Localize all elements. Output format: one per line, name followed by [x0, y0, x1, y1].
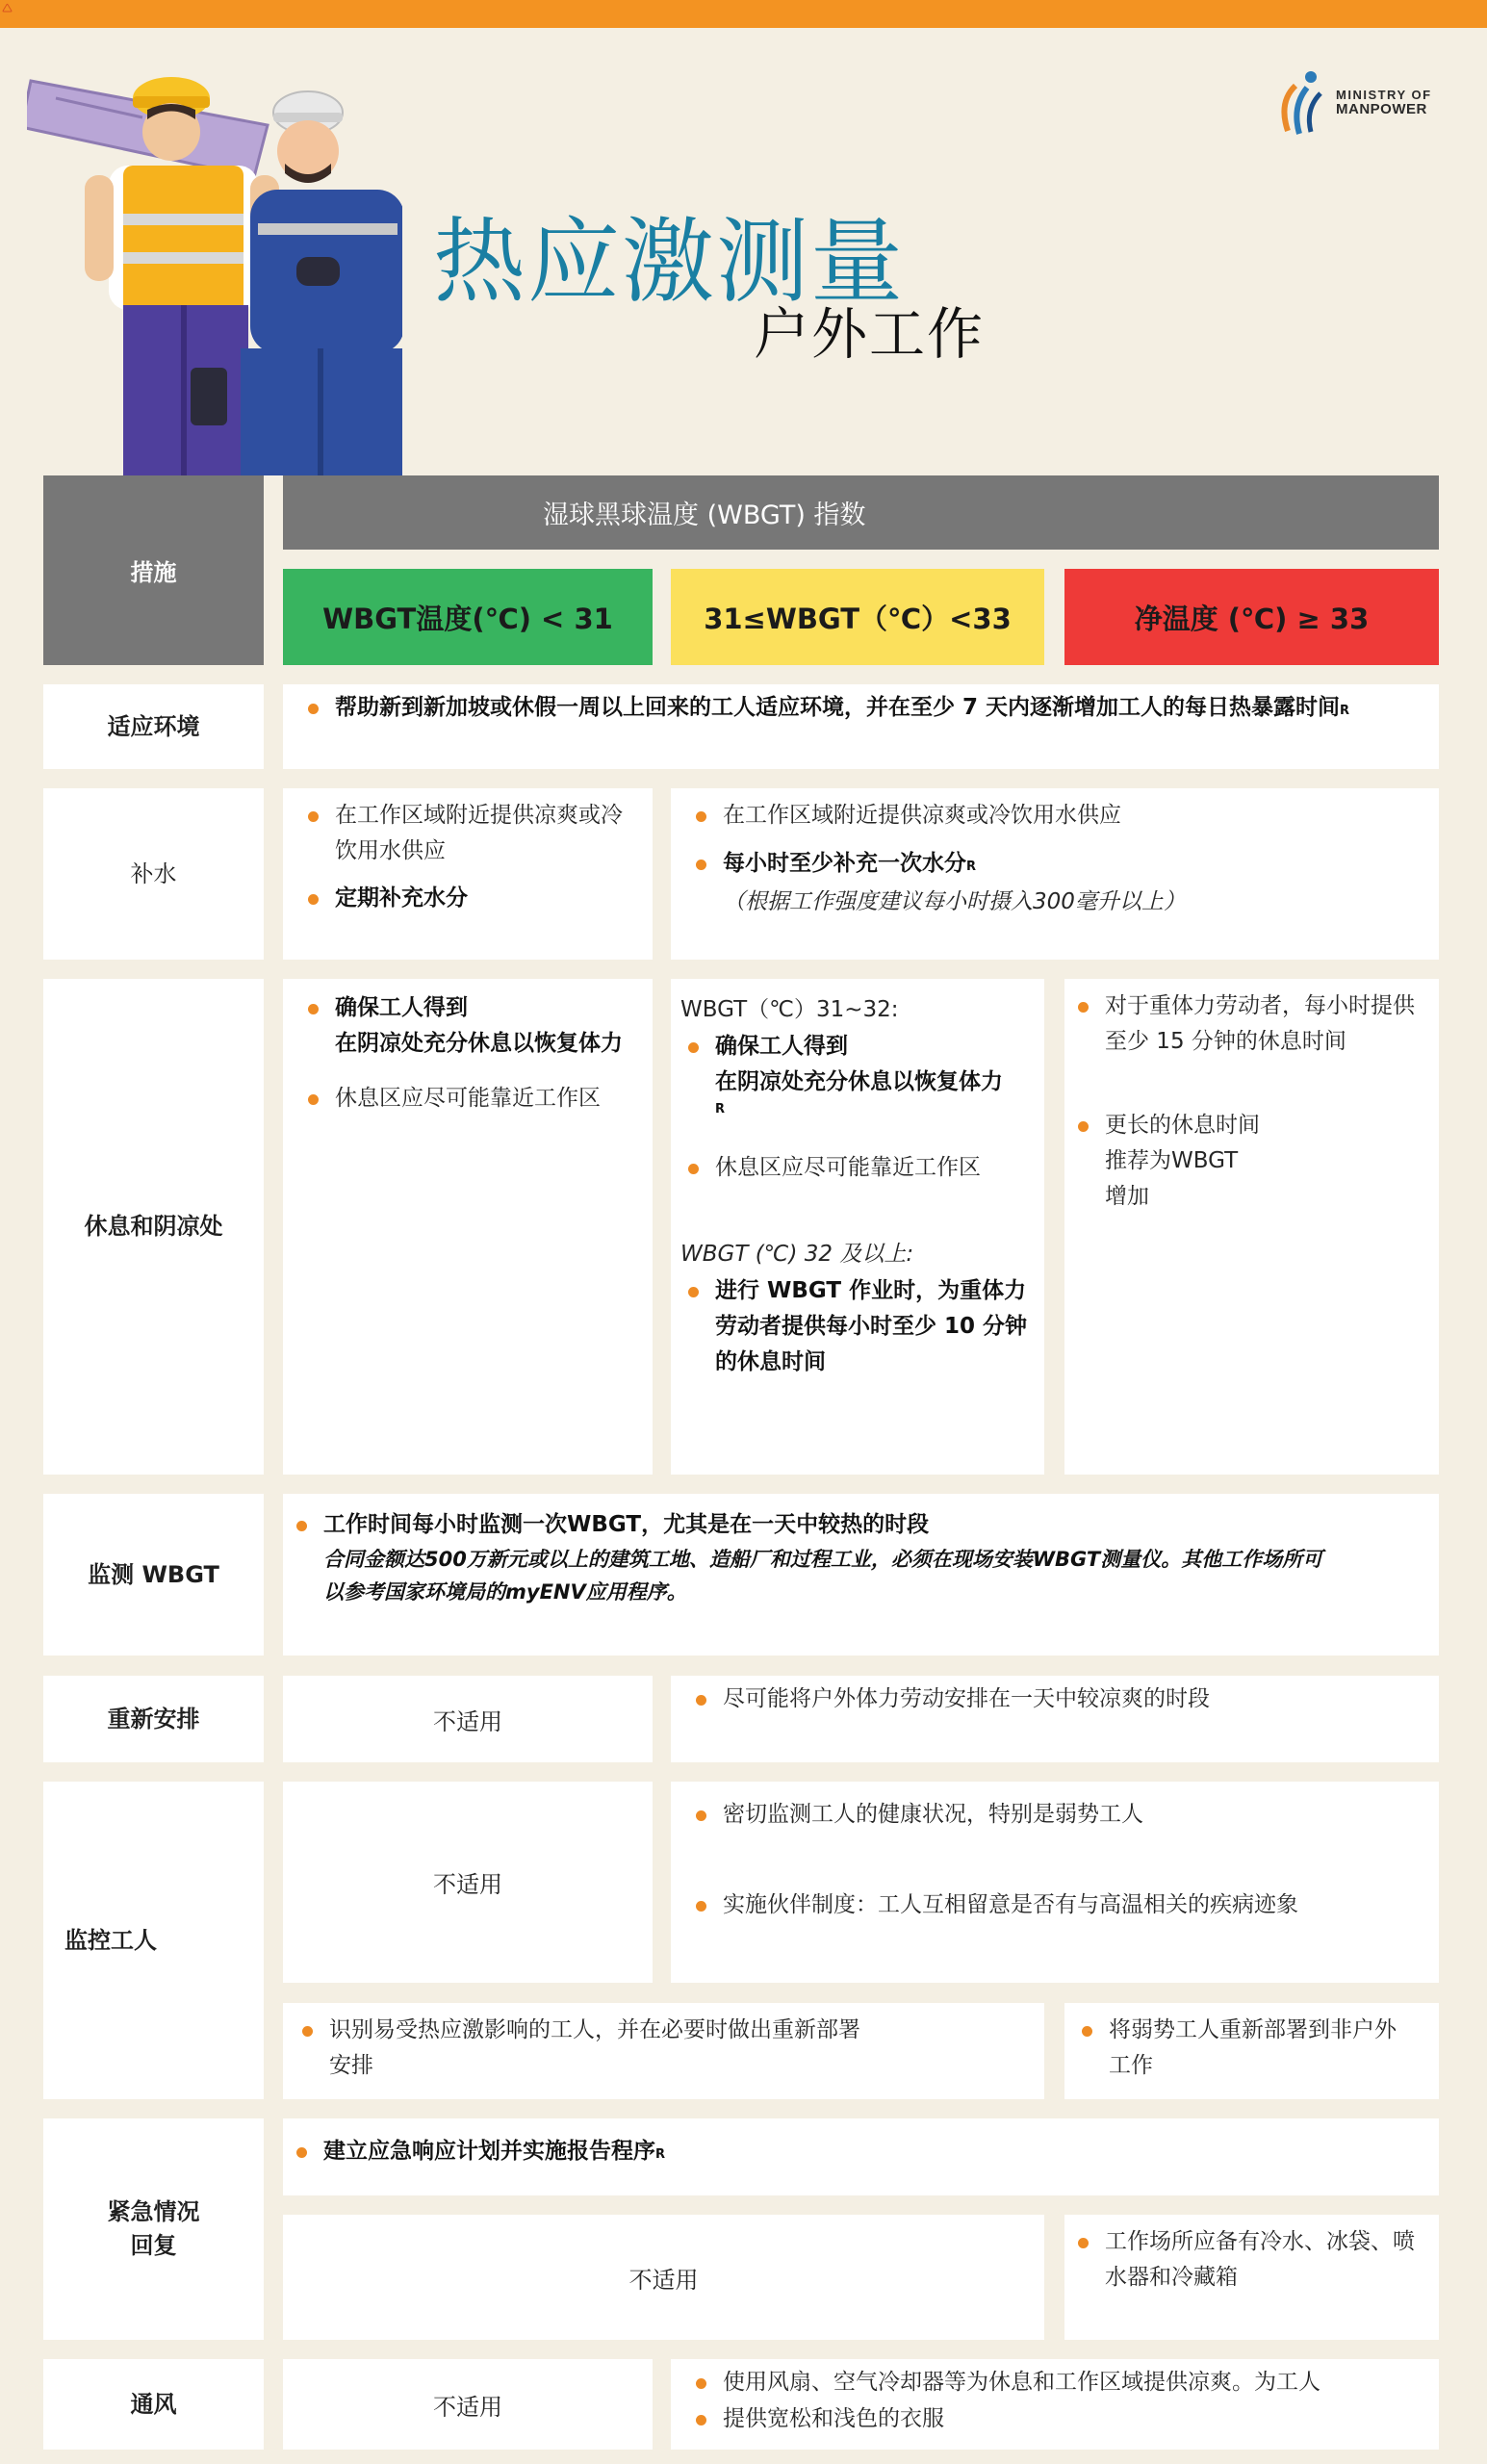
tier-mid-header: 31≤WBGT（℃）<33 — [671, 569, 1044, 665]
ventilation-low-cell: 不适用 — [283, 2359, 653, 2450]
top-accent-bar — [0, 0, 1487, 28]
reschedule-low-cell: 不适用 — [283, 1676, 653, 1762]
row-label-acclimatisation: 适应环境 — [43, 684, 264, 769]
wbgt-index-header: 湿球黑球温度 (WBGT) 指数 — [283, 475, 1439, 550]
row-label-monitor-wbgt: 监测 WBGT — [43, 1494, 264, 1656]
list-item: 休息区应尽可能靠近工作区 — [295, 1081, 641, 1116]
redeploy-line-2: 工作 — [1109, 2052, 1153, 2078]
measures-header: 措施 — [43, 475, 264, 665]
list-item: 提供宽松和浅色的衣服 — [682, 2401, 1433, 2437]
ventilation-high-cell — [671, 2359, 1439, 2450]
logo-line-2: MANPOWER — [1336, 100, 1427, 117]
reference-mark: R — [966, 860, 977, 874]
monitor-workers-mid-span-cell — [283, 2003, 1044, 2099]
rest-mid-heading-2: WBGT (℃) 32 及以上: — [680, 1242, 914, 1267]
rest-high-line-1: 对于重体力劳动者，每小时提供 — [1105, 993, 1415, 1018]
list-item — [1064, 988, 1435, 1060]
list-item: 工作时间每小时监测一次WBGT，尤其是在一天中较热的时段 — [283, 1507, 1428, 1543]
list-item — [675, 1029, 1036, 1119]
hydration-high-cell — [671, 788, 1439, 960]
list-item: 尽可能将户外体力劳动安排在一天中较凉爽的时段 — [682, 1681, 1433, 1717]
rest-mid-line-5: 的休息时间 — [715, 1348, 826, 1374]
emergency-low-mid-cell: 不适用 — [283, 2215, 1044, 2340]
list-item — [682, 846, 1423, 882]
list-item: 实施伙伴制度：工人互相留意是否有与高温相关的疾病迹象 — [682, 1887, 1433, 1923]
rest-mid-line-3: 进行 WBGT 作业时，为重体力 — [715, 1278, 1027, 1303]
rest-mid-line-4: 劳动者提供每小时至少 10 分钟 — [715, 1313, 1028, 1339]
hydration-low-cell — [283, 788, 653, 960]
emergency-high-line-2: 水器和冷藏箱 — [1105, 2264, 1238, 2290]
rest-high-line-4: 推荐为WBGT — [1105, 1147, 1239, 1173]
monitor-workers-line-1: 识别易受热应激影响的工人，并在必要时做出重新部署 — [329, 2017, 860, 2042]
emergency-text: 建立应急响应计划并实施报告程序 — [323, 2139, 655, 2164]
logo-line-1: MINISTRY OF — [1336, 88, 1432, 103]
reference-mark: R — [1340, 704, 1350, 718]
list-item: 在工作区域附近提供凉爽或冷饮用水供应 — [295, 798, 641, 869]
mom-logo-icon — [1278, 68, 1328, 138]
rest-mid-line-2: 在阴凉处充分休息以恢复体力 — [715, 1068, 1003, 1094]
list-item — [289, 2013, 1039, 2084]
list-item — [295, 990, 641, 1062]
emergency-high-line-1: 工作场所应备有冷水、冰袋、喷 — [1105, 2229, 1415, 2254]
list-item — [295, 690, 1430, 726]
list-item: 使用风扇、空气冷却器等为休息和工作区域提供凉爽。为工人 — [682, 2365, 1433, 2400]
row-label-ventilation: 通风 — [43, 2359, 264, 2450]
rest-mid-heading-1: WBGT（℃）31~32: — [680, 997, 899, 1022]
monitor-workers-high-cell — [671, 1782, 1439, 1983]
list-item — [1068, 2013, 1434, 2084]
list-item — [283, 2134, 1428, 2169]
monitor-wbgt-note-1: 合同金额达500万新元或以上的建筑工地、造船厂和过程工业，必须在现场安装WBGT测量仪。其他工作场所可 — [323, 1548, 1323, 1571]
emergency-label-line-2: 回复 — [130, 2232, 177, 2259]
rest-high-line-5: 增加 — [1105, 1183, 1149, 1209]
rest-low-line-1: 确保工人得到 — [335, 995, 468, 1020]
hydration-note: （根据工作强度建议每小时摄入300毫升以上） — [723, 889, 1186, 914]
emergency-high-cell — [1064, 2215, 1439, 2340]
page-subtitle: 户外工作 — [754, 301, 986, 367]
reference-mark: R — [655, 2147, 666, 2162]
workers-illustration — [27, 60, 402, 475]
rest-high-line-3: 更长的休息时间 — [1105, 1113, 1260, 1138]
page-title: 热应激测量 — [433, 208, 905, 316]
tier-low-header: WBGT温度(℃) < 31 — [283, 569, 653, 665]
list-item — [675, 1273, 1036, 1379]
monitor-workers-line-2: 安排 — [329, 2052, 373, 2078]
list-item — [1064, 2224, 1435, 2296]
emergency-label-line-1: 紧急情况 — [107, 2198, 200, 2226]
monitor-wbgt-cell — [283, 1494, 1439, 1656]
emergency-all-cell — [283, 2118, 1439, 2195]
rest-high-line-2: 至少 15 分钟的休息时间 — [1105, 1028, 1346, 1054]
acclimatisation-text: 帮助新到新加坡或休假一周以上回来的工人适应环境，并在至少 7 天内逐渐增加工人的每日热暴露时间 — [335, 695, 1341, 720]
list-item: 密切监测工人的健康状况，特别是弱势工人 — [682, 1797, 1433, 1833]
ministry-logo — [1278, 65, 1432, 141]
rest-mid-cell — [671, 979, 1044, 1475]
corner-mark: 🛆 — [2, 2, 13, 14]
hydration-text: 每小时至少补充一次水分 — [723, 851, 966, 876]
acclimatisation-cell — [283, 684, 1439, 769]
list-item: 定期补充水分 — [295, 881, 641, 916]
monitor-workers-low-cell: 不适用 — [283, 1782, 653, 1983]
row-label-rest: 休息和阴凉处 — [43, 979, 264, 1475]
monitor-wbgt-note-2: 以参考国家环境局的myENV应用程序。 — [323, 1580, 687, 1604]
list-item: 在工作区域附近提供凉爽或冷饮用水供应 — [682, 798, 1423, 834]
tier-high-header: 净温度 (℃) ≥ 33 — [1064, 569, 1439, 665]
reference-mark: R — [715, 1101, 726, 1116]
redeploy-line-1: 将弱势工人重新部署到非户外 — [1109, 2017, 1397, 2042]
row-label-emergency — [43, 2118, 264, 2340]
rest-high-cell — [1064, 979, 1439, 1475]
rest-low-line-2: 在阴凉处充分休息以恢复体力 — [335, 1030, 623, 1056]
monitor-workers-redeploy-cell — [1064, 2003, 1439, 2099]
row-label-monitor-workers: 监控工人 — [43, 1782, 264, 2099]
list-item: 休息区应尽可能靠近工作区 — [675, 1150, 1036, 1186]
row-label-reschedule: 重新安排 — [43, 1676, 264, 1762]
rest-low-cell — [283, 979, 653, 1475]
row-label-hydration: 补水 — [43, 788, 264, 960]
rest-mid-line-1: 确保工人得到 — [715, 1034, 848, 1059]
list-item — [1064, 1108, 1435, 1214]
reschedule-high-cell — [671, 1676, 1439, 1762]
worker-right-figure — [241, 91, 402, 475]
